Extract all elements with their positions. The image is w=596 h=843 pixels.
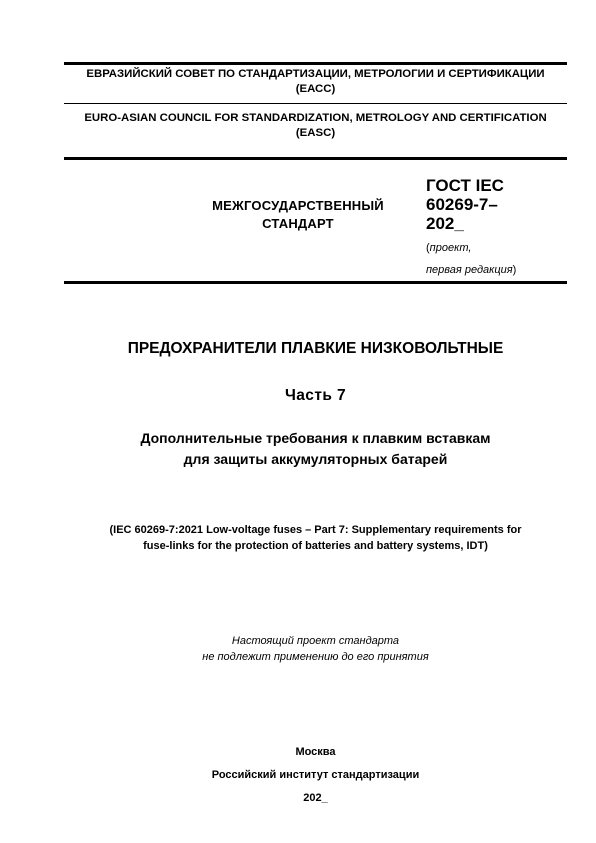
iec-ref-line1: (IEC 60269-7:2021 Low-voltage fuses – Part 7: Supplementary requirements for: [109, 524, 522, 536]
note-close-paren: ): [512, 264, 517, 276]
subtitle-line1: Дополнительные требования к плавким вставкам: [140, 430, 491, 446]
iec-ref-line2: fuse-links for the protection of batteries and battery systems, IDT): [143, 540, 488, 552]
council-ru-line2: (ЕАСС): [295, 83, 336, 95]
part-title: Часть 7: [285, 387, 346, 404]
document-title: ПРЕДОХРАНИТЕЛИ ПЛАВКИЕ НИЗКОВОЛЬТНЫЕ: [127, 340, 504, 357]
gost-line2: 60269-7–: [426, 195, 498, 214]
council-name-en: [64, 111, 567, 141]
interstate-line2: СТАНДАРТ: [262, 216, 334, 231]
council-ru-line1: ЕВРАЗИЙСКИЙ СОВЕТ ПО СТАНДАРТИЗАЦИИ, МЕТРОЛОГИИ И СЕРТИФИКАЦИИ: [86, 68, 545, 80]
note-line1: проект,: [429, 242, 472, 254]
draft-notice: [64, 633, 567, 665]
publication-year: 202_: [303, 792, 328, 804]
draft-note-line1: Настоящий проект стандарта: [231, 635, 400, 647]
draft-edition-note: [426, 240, 566, 278]
gost-line1: ГОСТ IEC: [426, 176, 504, 195]
note-line2-wrap: [426, 262, 566, 278]
publication-city: Москва: [295, 746, 336, 758]
header-bottom-rule: [64, 157, 567, 160]
designation-bottom-rule: [64, 281, 567, 284]
council-en-line2: (EASC): [295, 127, 336, 139]
publisher-name: Российский институт стандартизации: [211, 769, 420, 781]
document-subtitle: [64, 428, 567, 470]
subtitle-line2: для защиты аккумуляторных батарей: [183, 451, 448, 467]
interstate-line1: МЕЖГОСУДАРСТВЕННЫЙ: [212, 198, 384, 213]
gost-designation: [426, 176, 566, 278]
gost-code: [426, 176, 566, 233]
council-divider: [64, 103, 567, 104]
iec-reference: [64, 522, 567, 554]
top-rule: [64, 62, 567, 65]
council-name-ru: [64, 67, 567, 97]
note-line2: первая редакция: [426, 264, 513, 276]
interstate-standard-label: [178, 197, 418, 233]
note-line1-wrap: [426, 240, 566, 256]
note-open-paren: (: [426, 242, 430, 254]
council-en-line1: EURO-ASIAN COUNCIL FOR STANDARDIZATION, METROLOGY AND CERTIFICATION: [84, 112, 547, 124]
draft-note-line2: не подлежит применению до его принятия: [202, 651, 429, 663]
gost-line3: 202_: [426, 214, 464, 233]
